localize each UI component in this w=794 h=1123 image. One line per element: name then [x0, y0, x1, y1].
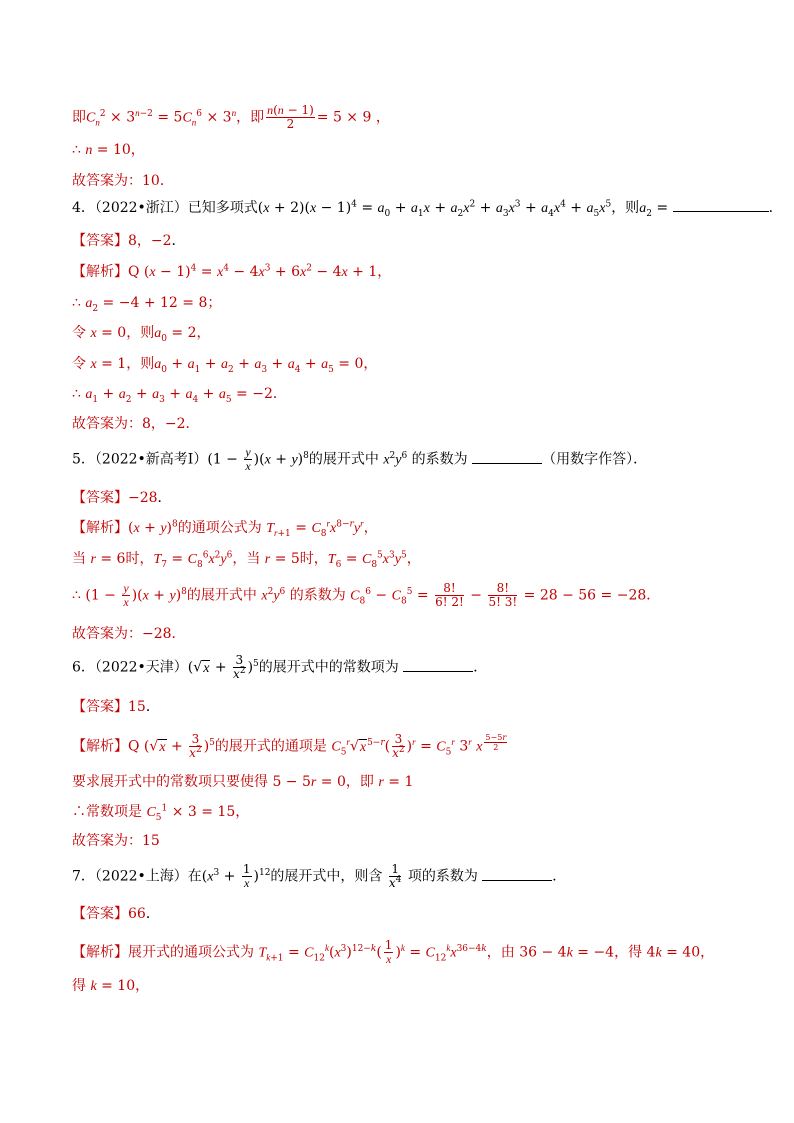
analysis-6-line-3: ∴常数项是 $C_5^1 \times 3 = 15$，: [72, 803, 250, 823]
question-4: 4．（2022•浙江）已知多项式$(x + 2)(x - 1)^4 = a_0 + a_1x + a_2x^2 + a_3x^3 + a_4x^4 + a_5x^5$，则$a_2$ = ．: [72, 199, 783, 219]
analysis-6-line-2: 要求展开式中的常数项只要使得 5 − 5r = 0，即 r = 1: [72, 774, 414, 790]
analysis-4-line-3: 令 x = 0，则$a_0 = 2$，: [72, 325, 211, 344]
line-l3: 故答案为：10．: [72, 173, 174, 189]
question-7: 7．（2022•上海）在($x^3$ + $\frac{1}{x}$ )$^{12}$的展开式中，则含 $\frac{1}{x^4}$ 项的系数为 ．: [72, 862, 567, 890]
line-l2: ∴ n = 10，: [72, 142, 145, 158]
analysis-7-line-2: 得 k = 10，: [72, 978, 150, 994]
answer-5: 【答案】−28．: [72, 490, 172, 506]
answer-6: 【答案】15．: [72, 699, 160, 715]
analysis-4-line-4: 令 x = 1，则$a_0 + a_1 + a_2 + a_3 + a_4 + a_5 = 0$，: [72, 356, 378, 375]
analysis-4-line-2: ∴ $a_2 = -4 + 12 = 8$；: [72, 295, 222, 314]
analysis-5-line-1: 【解析】$(x + y)^8$的通项公式为 $T_{r+1} = C_8^rx^{8-r}y^r$，: [72, 518, 378, 539]
analysis-4-line-1: 【解析】Q $(x - 1)^4 = x^4 - 4x^3 + 6x^2 - 4x + 1$，: [72, 263, 392, 280]
answer-summary-5: 故答案为：−28．: [72, 626, 186, 642]
analysis-7-line-1: 【解析】展开式的通项公式为 $T_{k+1} = C_{12}^k(x^3)^{12-k}$( $\frac{1}{x}$ )$^k = C_{12}^kx^{36-4k}$，由 36 − 4k = −4，得 4k = 40，: [72, 938, 715, 966]
answer-summary-4: 故答案为：8，−2．: [72, 416, 200, 432]
analysis-5-line-2: 当 r = 6时，$T_7 = C_8^6x^2y^6$，当 r = 5时，$T_6 = C_8^5x^3y^5$，: [72, 550, 421, 570]
line-l1: 即$C_n^2 \times 3^{n-2} = 5C_n^6 \times 3^n$，即 $\frac{n(n - 1)}{2}$ = 5 × 9 ，: [72, 103, 390, 131]
analysis-5-line-3: ∴ (1 − $\frac{y}{x}$ )$(x + y)^8$的展开式中 $x^2y^6$ 的系数为 $C_8^6 - C_8^5$ = $\frac{8!}{6! 2!}$ − $\frac{8!}{5! 3!}$ = 28 − 56 = −28．: [72, 581, 661, 609]
question-5: 5．（2022•新高考Ⅰ）(1 − $\frac{y}{x}$ )$(x + y)^8$的展开式中 $x^2y^6$ 的系数为 （用数字作答）．: [72, 445, 648, 473]
answer-4: 【答案】8，−2．: [72, 233, 186, 249]
answer-summary-6: 故答案为：15: [72, 833, 160, 849]
answer-7: 【答案】66．: [72, 906, 160, 922]
question-6: 6．（2022•天津）(√x + $\frac{3}{x^2}$ )$^5$的展开式中的常数项为 ．: [72, 653, 488, 681]
analysis-6-line-1: 【解析】Q (√x + $\frac{3}{x^2}$ )$^5$的展开式的通项是 $C_5^r√x^{5-r}$( $\frac{3}{x^2}$ )$^r = C_5^r$ 3$^r$ x $^{\frac{5-5r}{2}}$: [72, 732, 507, 761]
analysis-4-line-5: ∴ $a_1 + a_2 + a_3 + a_4 + a_5 = -2$．: [72, 386, 287, 405]
